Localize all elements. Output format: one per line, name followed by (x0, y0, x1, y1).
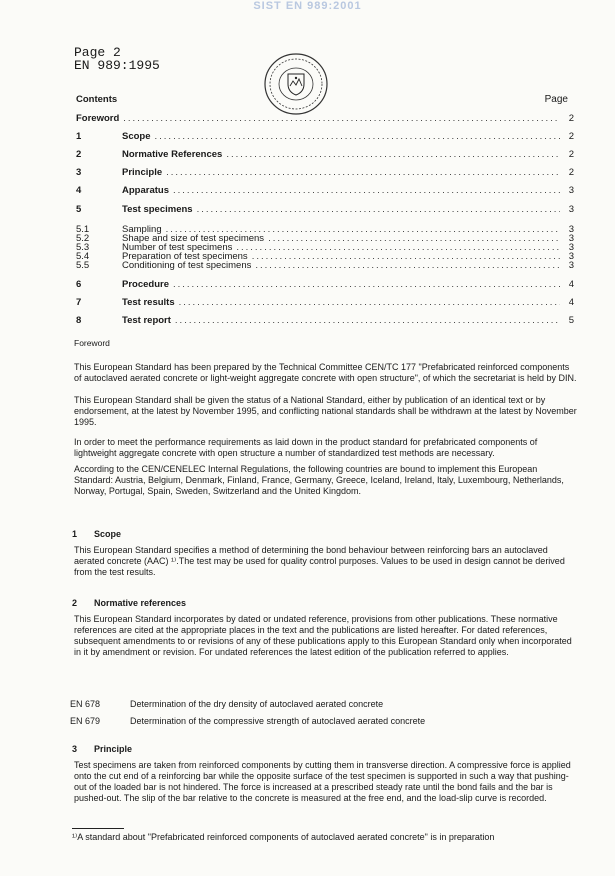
toc-number: 7 (76, 297, 82, 308)
toc-page: 2 (568, 167, 574, 178)
section-heading-scope (72, 529, 121, 539)
foreword-section (74, 338, 578, 497)
section-number: 1 (72, 529, 78, 539)
toc-entry-principle[interactable] (76, 167, 574, 178)
toc-entry-foreword[interactable] (76, 113, 574, 124)
foreword-paragraph: According to the CEN/CENELEC Internal Regulations, the following countries are bound to implement this European Standard: Austria, Belgium, Denmark, Finland, France, Germany, Greece, Iceland, Ireland, Italy, Luxembourg, Netherlands, Norway, Portugal, Spain, Sweden, Switzerland and the United Kingdom. (74, 464, 564, 496)
toc-entry-test-report[interactable] (76, 315, 574, 326)
toc-page: 3 (568, 204, 574, 215)
toc-page: 5 (568, 315, 574, 326)
toc-entry-conditioning[interactable] (76, 260, 574, 271)
footnote: ¹⁾A standard about "Prefabricated reinforced components of autoclaved aerated concrete" is in preparation (72, 832, 495, 842)
reference-code: EN 679 (70, 716, 101, 726)
section-number: 2 (72, 598, 78, 608)
toc-number: 1 (76, 131, 82, 142)
toc-page: 4 (568, 297, 574, 308)
contents-heading: Contents (76, 94, 118, 105)
page-column-label: Page (544, 94, 568, 105)
toc-title: Number of test specimens (122, 242, 233, 253)
reference-item (70, 716, 425, 733)
toc-entry-test-results[interactable] (76, 297, 574, 308)
toc-number: 5.4 (76, 251, 90, 262)
footnote-divider (72, 828, 124, 829)
toc-entry-scope[interactable] (76, 131, 574, 142)
section-title: Normative references (94, 598, 187, 608)
section-heading-principle (72, 744, 132, 754)
toc-title: Test specimens (122, 204, 193, 215)
foreword-heading: Foreword (74, 338, 110, 348)
toc-number: 2 (76, 149, 82, 160)
toc-page: 2 (568, 131, 574, 142)
scope-text: This European Standard specifies a method of determining the bond behaviour between reinforcing bars an autoclaved aerated concrete (AAC) ¹⁾.The test may be used for quality control purposes. Values to be used in design cannot be derived from the test results. (74, 545, 565, 577)
toc-page: 3 (568, 185, 574, 196)
principle-text: Test specimens are taken from reinforced components by cutting them in transverse direction. A compressive force is applied onto the cut end of a reinforcing bar while the opposite surface of the test specimen is supported in such a way that pushing-out of the loaded bar is not hindered. The force is increased at a prescribed steady rate until the bond fails and the bar is pushed-out. The slip of the bar relative to the concrete is measured at the free end, and the load-slip curve is recorded. (74, 760, 571, 803)
toc-title: Principle (122, 167, 163, 178)
toc-title: Conditioning of test specimens (122, 260, 252, 271)
toc-title: Test report (122, 315, 171, 326)
toc-entry-procedure[interactable] (76, 279, 574, 290)
toc-entry-test-specimens[interactable] (76, 204, 574, 215)
toc-title: Foreword (76, 113, 120, 124)
toc-page: 3 (568, 260, 574, 271)
toc-number: 5.2 (76, 233, 90, 244)
section-number: 3 (72, 744, 78, 754)
toc-number: 3 (76, 167, 82, 178)
toc-page: 3 (568, 242, 574, 253)
toc-title: Apparatus (122, 185, 169, 196)
toc-page: 4 (568, 279, 574, 290)
toc-page: 3 (568, 251, 574, 262)
toc-title: Scope (122, 131, 151, 142)
toc-page: 3 (568, 233, 574, 244)
document-watermark: SIST EN 989:2001 (253, 0, 362, 12)
reference-code: EN 678 (70, 699, 101, 709)
toc-number: 5.1 (76, 224, 90, 235)
toc-number: 5.5 (76, 260, 90, 271)
foreword-paragraph: This European Standard shall be given the status of a National Standard, either by publication of an identical text or by endorsement, at the latest by November 1995, and conflicting national standards shall be withdrawn at the latest by November 1995. (74, 395, 577, 427)
toc-title: Sampling (122, 224, 162, 235)
normative-text: This European Standard incorporates by dated or undated reference, provisions from other publications. These normative references are cited at the appropriate places in the text and the publications are listed hereafter. For dated references, subsequent amendments to or revisions of any of these publications apply to this European Standard only when incorporated in it by amendment or revision. For undated references the latest edition of the publication referred to applies. (74, 614, 572, 657)
toc-number: 8 (76, 315, 82, 326)
standard-number: EN 989:1995 (74, 58, 160, 73)
foreword-paragraph: In order to meet the performance requirements as laid down in the product standard for prefabricated components of lightweight aggregate concrete with open structure a number of standardized test methods are necessary. (74, 437, 538, 458)
foreword-paragraph: This European Standard has been prepared by the Technical Committee CEN/TC 177 "Prefabricated reinforced components of autoclaved aerated concrete or light-weight aggregate concrete with open structure", of which the secretariat is held by DIN. (74, 362, 577, 383)
toc-title: Normative References (122, 149, 223, 160)
toc-title: Shape and size of test specimens (122, 233, 265, 244)
section-title: Principle (94, 744, 133, 754)
toc-page: 3 (568, 224, 574, 235)
toc-number: 5.3 (76, 242, 90, 253)
section-title: Scope (94, 529, 122, 539)
section-heading-normative (72, 598, 186, 608)
toc-entry-apparatus[interactable] (76, 185, 574, 196)
page-number: Page 2 (74, 45, 121, 60)
reference-list (70, 699, 425, 733)
reference-title: Determination of the compressive strength of autoclaved aerated concrete (130, 716, 426, 726)
toc-number: 6 (76, 279, 82, 290)
toc-number: 4 (76, 185, 82, 196)
page-header (74, 46, 160, 72)
toc-entry-normative-references[interactable] (76, 149, 574, 160)
reference-item (70, 699, 425, 716)
toc-title: Preparation of test specimens (122, 251, 248, 262)
reference-title: Determination of the dry density of autoclaved aerated concrete (130, 699, 384, 709)
table-of-contents (76, 94, 574, 326)
toc-number: 5 (76, 204, 82, 215)
toc-title: Procedure (122, 279, 169, 290)
toc-title: Test results (122, 297, 175, 308)
toc-page: 2 (568, 149, 574, 160)
toc-page: 2 (568, 113, 574, 124)
